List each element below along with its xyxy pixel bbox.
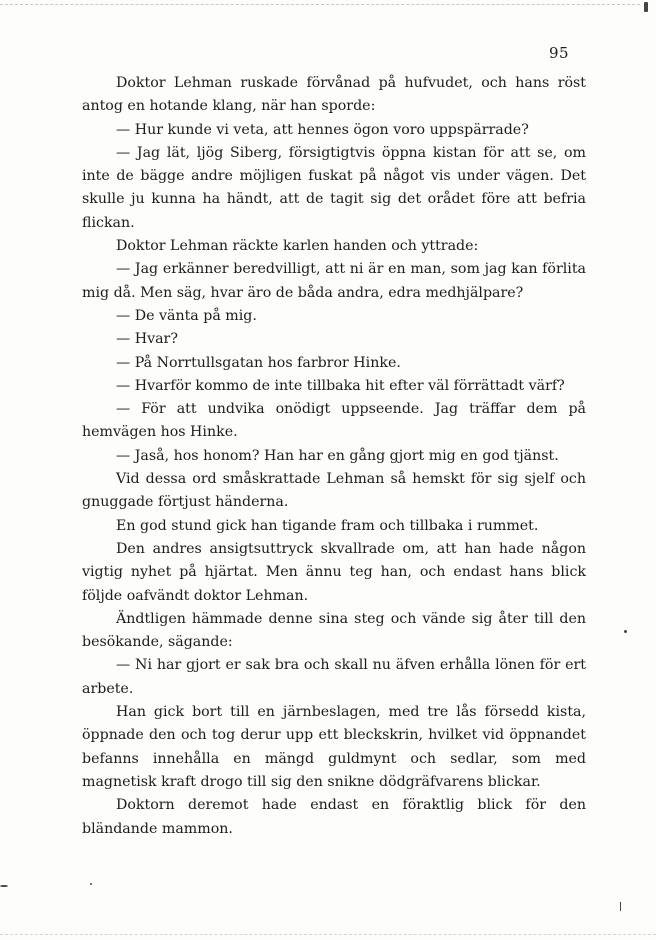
scan-speck xyxy=(90,883,92,885)
scan-speck xyxy=(624,630,627,633)
paragraph: Doktor Lehman räckte karlen handen och yttrade: xyxy=(116,238,479,255)
paragraph: — Jag lät, ljög Siberg, försigtigtvis öppna kistan för att se, om inte de bägge andre möjligen fuskat på något vis under vägen. Det skulle ju kunna ha händt, att de tagit sig det orådet före att befria flickan. xyxy=(82,144,586,231)
paragraph: — Hvarför kommo de inte tillbaka hit efter väl förrättadt värf? xyxy=(116,377,565,394)
body-text xyxy=(82,72,586,841)
paragraph: Han gick bort till en järnbeslagen, med tre lås försedd kista, öppnade den och tog derur upp ett bleckskrin, hvilket vid öppnandet befanns innehålla en mängd guldmynt och sedlar, som med magnetisk kraft drogo till sig den snikne dödgräfvarens blickar. xyxy=(82,704,586,790)
paragraph: — Jag erkänner beredvilligt, att ni är en man, som jag kan förlita mig då. Men säg, hvar äro de båda andra, edra medhjälpare? xyxy=(82,261,586,301)
bottom-edge-rule xyxy=(0,934,656,935)
paragraph: Den andres ansigtsuttryck skvallrade om, att han hade någon vigtig nyhet på hjärtat. Men ännu teg han, och endast hans blick följde oafvändt doktor Lehman. xyxy=(82,540,586,604)
paragraph: — På Norrtullsgatan hos farbror Hinke. xyxy=(116,354,401,371)
paragraph: En god stund gick han tigande fram och tillbaka i rummet. xyxy=(116,517,539,534)
scan-speck xyxy=(644,2,648,12)
paragraph: — För att undvika onödigt uppseende. Jag träffar dem på hemvägen hos Hinke. xyxy=(82,401,586,441)
scan-speck xyxy=(0,885,8,887)
paragraph: Vid dessa ord småskrattade Lehman så hemskt för sig sjelf och gnuggade förtjust händerna. xyxy=(82,471,586,511)
paragraph: — Ni har gjort er sak bra och skall nu äfven erhålla lönen för ert arbete. xyxy=(82,657,586,697)
paragraph: Doktorn deremot hade endast en föraktlig blick för den bländande mammon. xyxy=(82,797,586,837)
top-edge-rule xyxy=(0,4,640,5)
paragraph: — Jaså, hos honom? Han har en gång gjort mig en god tjänst. xyxy=(116,447,559,464)
scan-speck xyxy=(620,902,621,911)
paragraph: — Hvar? xyxy=(116,331,178,348)
paragraph: Ändtligen hämmade denne sina steg och vände sig åter till den besökande, sägande: xyxy=(82,610,586,651)
paragraph: Doktor Lehman ruskade förvånad på hufvudet, och hans röst antog en hotande klang, när han sporde: xyxy=(82,75,586,115)
page-number: 95 xyxy=(549,44,570,62)
paragraph: — Hur kunde vi veta, att hennes ögon voro uppspärrade? xyxy=(116,121,529,138)
paragraph: — De vänta på mig. xyxy=(116,307,257,324)
